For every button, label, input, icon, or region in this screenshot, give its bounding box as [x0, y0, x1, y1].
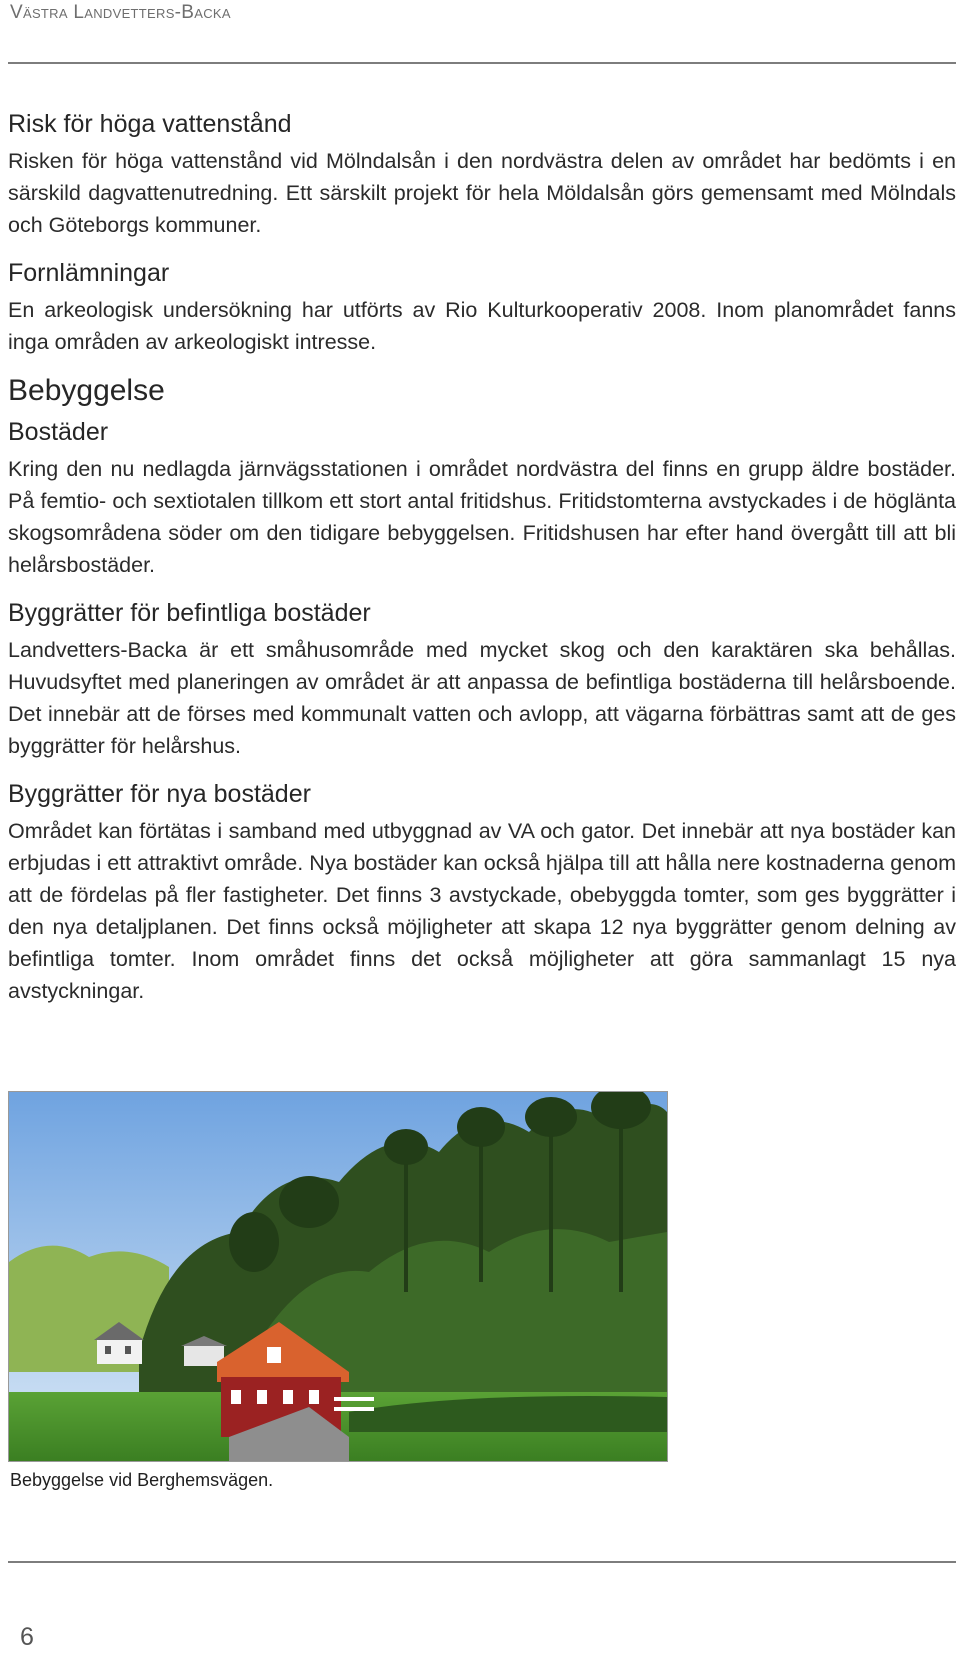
paragraph-nya: Området kan förtätas i samband med utbyggnad av VA och gator. Det innebär att nya bostäder kan erbjudas i ett attraktivt område. Nya bostäder kan också hjälpa till att hålla nere kostnaderna genom att de fördelas på fler fastigheter. Det finns 3 avstyckade, obebyggda tomter, som ges byggrätter i den nya detaljplanen. Det finns också möjligheter att skapa 12 nya byggrätter genom delning av befintliga tomter. Inom området finns det också möjligheter att göra sammanlagt 15 nya avstyckningar. [8, 819, 956, 1003]
footer-divider [8, 1561, 956, 1563]
heading-risk: Risk för höga vattenstånd [8, 110, 292, 138]
heading-bostader: Bostäder [8, 418, 109, 446]
page-number: 6 [20, 1623, 34, 1651]
header-divider [8, 62, 956, 64]
running-header: Västra Landvetters-Backa [10, 2, 231, 23]
heading-befintliga: Byggrätter för befintliga bostäder [8, 599, 371, 627]
paragraph-befintliga: Landvetters-Backa är ett småhusområde med mycket skog och den karaktären ska behållas. Huvudsyftet med planeringen av området är att anpassa de befintliga bostäderna till helårsboende. Det innebär att de förses med kommunalt vatten och avlopp, att vägarna förbättras samt att de ges byggrätter för helårshus. [8, 638, 956, 758]
paragraph-risk: Risken för höga vattenstånd vid Mölndalsån i den nordvästra delen av området har bedömts i en särskild dagvattenutredning. Ett särskilt projekt för hela Möldalsån görs gemensamt med Mölndals och Göteborgs kommuner. [8, 149, 956, 237]
paragraph-fornlamningar: En arkeologisk undersökning har utförts av Rio Kulturkooperativ 2008. Inom planområdet fanns inga områden av arkeologiskt intresse. [8, 298, 956, 354]
heading-nya: Byggrätter för nya bostäder [8, 780, 311, 808]
heading-bebyggelse: Bebyggelse [8, 374, 165, 407]
landscape-photo [8, 1091, 668, 1462]
page-content [8, 110, 956, 1007]
figure-caption: Bebyggelse vid Berghemsvägen. [10, 1470, 274, 1490]
heading-fornlamningar: Fornlämningar [8, 259, 170, 287]
paragraph-bostader: Kring den nu nedlagda järnvägsstationen i området nordvästra del finns en grupp äldre bostäder. På femtio- och sextiotalen tillkom ett stort antal fritidshus. Fritidstomterna avstyckades i de höglänta skogsområdena söder om den tidigare bebyggelsen. Fritidshusen har efter hand övergått till att bli helårsbostäder. [8, 457, 956, 577]
